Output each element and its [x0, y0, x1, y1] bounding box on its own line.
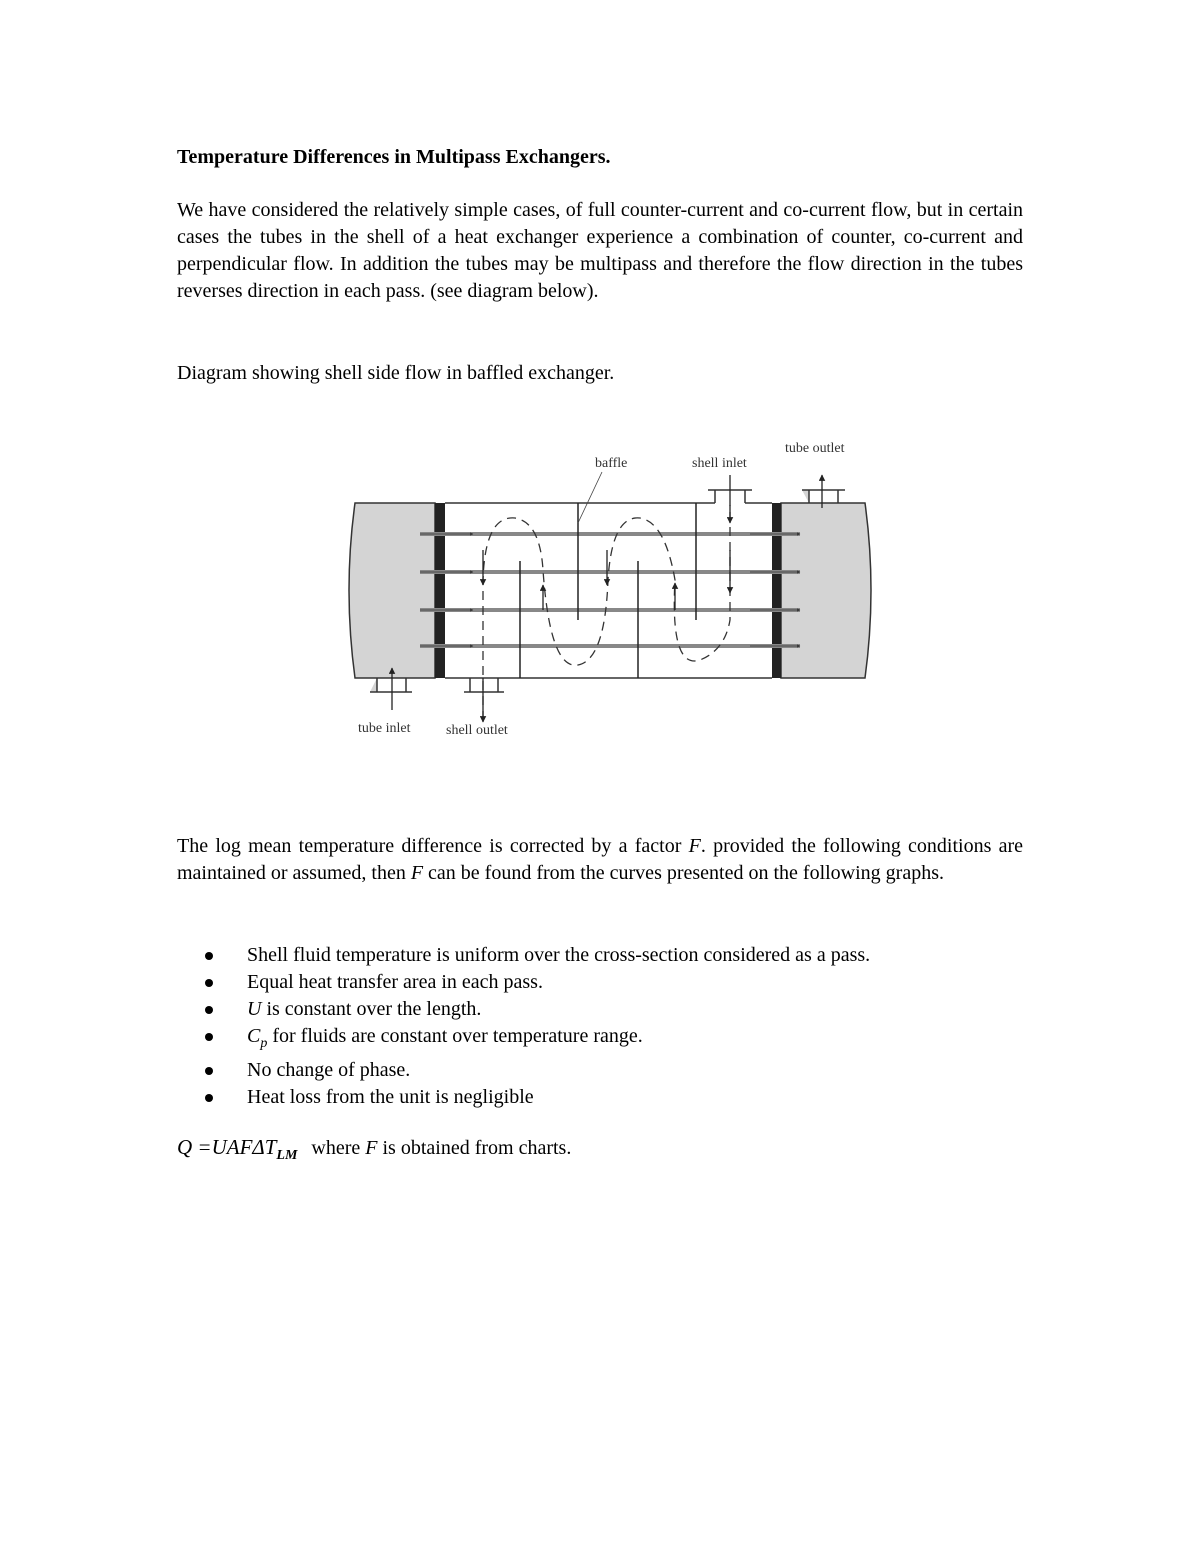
- correction-text-1: The log mean temperature difference is corrected by a factor: [177, 835, 689, 857]
- list-item: [177, 996, 1023, 1023]
- correction-text-3: can be found from the curves presented on the following graphs.: [423, 862, 945, 884]
- bullet-icon: [205, 1033, 213, 1041]
- list-item: [177, 1023, 1023, 1057]
- correction-text-2: . provided the following conditions are maintained or assumed, then: [177, 835, 1024, 884]
- variable-U: U: [247, 998, 262, 1020]
- bullet-icon: [205, 1094, 213, 1102]
- condition-text: for fluids are constant over temperature range.: [267, 1025, 643, 1047]
- variable-F: F: [410, 862, 424, 884]
- baffles: [520, 503, 696, 678]
- list-item: [177, 1057, 1023, 1084]
- equation-rest: is obtained from charts.: [377, 1137, 572, 1159]
- tubes: [420, 534, 800, 646]
- tube-inlet-nozzle: [370, 678, 412, 692]
- list-item: [177, 1084, 1023, 1111]
- condition-text: Equal heat transfer area in each pass.: [247, 971, 543, 993]
- condition-text: is constant over the length.: [261, 998, 482, 1020]
- right-tube-sheet: [772, 503, 781, 678]
- heat-exchanger-diagram: [340, 430, 880, 740]
- equation-subscript: LM: [276, 1148, 298, 1163]
- subscript-p: p: [260, 1036, 268, 1051]
- label-tube-outlet: tube outlet: [785, 441, 845, 456]
- intro-paragraph: [177, 197, 1023, 305]
- variable-C: C: [247, 1025, 261, 1047]
- label-shell-inlet: shell inlet: [692, 456, 747, 471]
- label-shell-outlet: shell outlet: [446, 723, 508, 738]
- bullet-icon: [205, 1006, 213, 1014]
- label-baffle: baffle: [595, 456, 628, 471]
- intro-text: We have considered the relatively simple cases, of full counter-current and co-current flow, but in certain cases the tubes in the shell of a heat exchanger experience a combination of counter, co-current and perpendicular flow. In addition the tubes may be multipass and therefore the flow direction in the tubes reverses direction in each pass. (see diagram below).: [177, 199, 1023, 302]
- diagram-caption: Diagram showing shell side flow in baffled exchanger.: [177, 362, 615, 384]
- conditions-list-block: [177, 942, 1023, 1111]
- bullet-icon: [205, 952, 213, 960]
- condition-text: Heat loss from the unit is negligible: [247, 1086, 534, 1108]
- left-header: [349, 503, 435, 678]
- equation-line: [177, 1134, 1023, 1169]
- variable-F: F: [365, 1137, 378, 1159]
- list-item: [177, 969, 1023, 996]
- bullet-icon: [205, 1067, 213, 1075]
- condition-text: No change of phase.: [247, 1059, 411, 1081]
- right-header: [781, 503, 871, 678]
- conditions-list: [177, 942, 1023, 1111]
- condition-text: Shell fluid temperature is uniform over the cross-section considered as a pass.: [247, 944, 871, 966]
- list-item: [177, 942, 1023, 969]
- variable-F: F: [688, 835, 701, 857]
- tube-outlet-nozzle: [802, 490, 845, 503]
- equation-formula: Q =UAFΔT: [177, 1135, 277, 1159]
- bullet-icon: [205, 979, 213, 987]
- equation-where: where: [311, 1137, 366, 1159]
- title-block: [177, 144, 1023, 171]
- shell-outlet-nozzle: [464, 678, 504, 692]
- diagram-caption-block: [177, 360, 1023, 387]
- label-tube-inlet: tube inlet: [358, 721, 411, 736]
- correction-paragraph: [177, 833, 1023, 887]
- page-title: Temperature Differences in Multipass Exchangers.: [177, 146, 611, 168]
- left-tube-sheet: [435, 503, 445, 678]
